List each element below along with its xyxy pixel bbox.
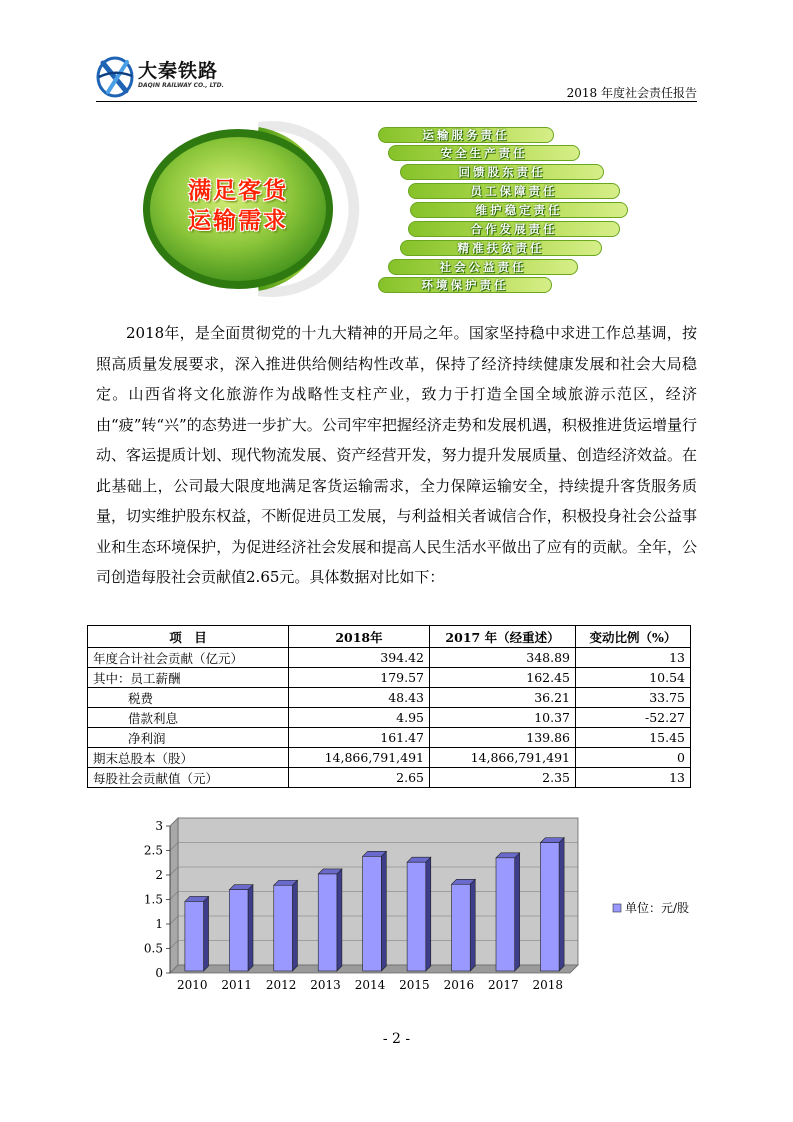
row-label: 借款利息 — [88, 708, 289, 728]
bar-side — [337, 869, 342, 971]
bar-side — [248, 885, 253, 971]
x-tick-label: 2018 — [532, 978, 564, 992]
chart-y-axis — [144, 819, 170, 980]
chart-bar-2018 — [540, 838, 564, 971]
x-tick-label: 2017 — [488, 978, 519, 992]
bar-front — [540, 843, 559, 971]
social-contribution-table — [87, 625, 691, 788]
chart-x-axis — [177, 978, 563, 992]
bar-front — [185, 901, 204, 971]
per-share-contribution-chart — [130, 815, 730, 995]
bar-front — [274, 885, 293, 971]
value-2018: 4.95 — [289, 708, 430, 728]
x-tick-label: 2014 — [354, 978, 386, 992]
x-tick-label: 2012 — [265, 978, 297, 992]
table-header-row — [88, 626, 691, 648]
value-2017: 162.45 — [430, 668, 576, 688]
row-label: 期末总股本（股） — [88, 748, 289, 768]
banner-main-line2: 运输需求 — [188, 208, 288, 234]
responsibility-banner — [118, 118, 678, 300]
table-row — [88, 648, 691, 668]
responsibility-item-4: 员工保障责任 — [408, 183, 620, 199]
responsibility-item-7: 精准扶贫责任 — [400, 240, 602, 256]
bar-side — [381, 851, 386, 971]
change-percent: 10.54 — [576, 668, 691, 688]
table-row — [88, 708, 691, 728]
x-tick-label: 2011 — [221, 978, 252, 992]
y-tick-label: 1.5 — [143, 892, 163, 907]
x-tick-label: 2016 — [443, 978, 475, 992]
header-divider — [96, 101, 697, 102]
value-2017: 348.89 — [430, 648, 576, 668]
table-row — [88, 728, 691, 748]
table-row — [88, 748, 691, 768]
change-percent: -52.27 — [576, 708, 691, 728]
company-name-cn: 大秦铁路 — [138, 60, 219, 82]
row-label: 年度合计社会贡献（亿元） — [88, 648, 289, 668]
value-2018: 48.43 — [289, 688, 430, 708]
value-2018: 394.42 — [289, 648, 430, 668]
bar-side — [515, 853, 520, 971]
y-tick-label: 3 — [155, 819, 163, 833]
table-row — [88, 768, 691, 788]
bar-front — [363, 856, 382, 971]
bar-front — [318, 874, 337, 971]
value-2018: 179.57 — [289, 668, 430, 688]
chart-legend — [613, 901, 689, 915]
logo-emblem-icon — [96, 54, 136, 100]
y-tick-label: 2 — [155, 868, 163, 882]
bar-front — [229, 890, 248, 971]
change-percent: 13 — [576, 768, 691, 788]
banner-main-line1: 满足客货 — [188, 178, 288, 204]
intro-paragraph: 2018年，是全面贯彻党的十九大精神的开局之年。国家坚持稳中求进工作总基调，按照高质量发展要求，深入推进供给侧结构性改革，保持了经济持续健康发展和社会大局稳定。山西省将文化旅游作为战略性支柱产业，致力于打造全国全域旅游示范区，经济由“疲”转“兴”的态势进一步扩大。公司牢牢把握经济走势和发展机遇，积极推进货运增量行动、客运提质计划、现代物流发展、资产经营开发，努力提升发展质量、创造经济效益。在此基础上，公司最大限度地满足客货运输需求，全力保障运输安全，持续提升客货服务质量，切实维护股东权益，不断促进员工发展，与利益相关者诚信合作，积极投身社会公益事业和生态环境保护，为促进经济社会发展和提高人民生活水平做出了应有的贡献。全年，公司创造每股社会贡献值2.65元。具体数据对比如下： — [96, 324, 697, 586]
y-tick-label: 0 — [155, 966, 163, 980]
row-label: 其中：员工薪酬 — [88, 668, 289, 688]
responsibility-item-1: 运输服务责任 — [378, 127, 554, 143]
value-2017: 14,866,791,491 — [430, 748, 576, 768]
value-2017: 10.37 — [430, 708, 576, 728]
chart-bar-2017 — [496, 853, 520, 971]
x-tick-label: 2015 — [399, 978, 430, 992]
value-2017: 36.21 — [430, 688, 576, 708]
responsibility-item-9: 环境保护责任 — [378, 277, 552, 293]
chart-bar-2013 — [318, 869, 342, 971]
table-header-change: 变动比例（%） — [576, 626, 691, 648]
bar-side — [559, 838, 564, 971]
legend-swatch — [613, 904, 621, 912]
responsibility-item-3: 回馈股东责任 — [400, 164, 604, 180]
row-label: 每股社会贡献值（元） — [88, 768, 289, 788]
chart-bar-2016 — [452, 879, 476, 971]
bar-front — [407, 862, 426, 971]
change-percent: 13 — [576, 648, 691, 668]
chart-bar-2011 — [229, 885, 253, 971]
legend-label: 单位：元/股 — [625, 901, 690, 915]
page-number: - 2 - — [382, 1031, 411, 1047]
change-percent: 15.45 — [576, 728, 691, 748]
value-2018: 2.65 — [289, 768, 430, 788]
value-2018: 161.47 — [289, 728, 430, 748]
report-title: 2018 年度社会责任报告 — [566, 86, 697, 100]
bar-side — [204, 896, 209, 971]
responsibility-item-8: 社会公益责任 — [388, 259, 578, 275]
responsibility-item-2: 安全生产责任 — [388, 145, 580, 161]
table-header-2017: 2017 年（经重述） — [430, 626, 576, 648]
x-tick-label: 2010 — [176, 978, 208, 992]
table-row — [88, 668, 691, 688]
chart-bar-2015 — [407, 857, 431, 971]
y-tick-label: 1 — [155, 917, 163, 931]
bar-front — [496, 858, 515, 971]
table-header-item: 项 目 — [88, 626, 289, 648]
bar-side — [426, 857, 431, 971]
responsibility-item-6: 合作发展责任 — [408, 221, 620, 237]
value-2017: 139.86 — [430, 728, 576, 748]
company-logo — [96, 54, 246, 100]
y-tick-label: 0.5 — [143, 941, 163, 956]
row-label: 净利润 — [88, 728, 289, 748]
bar-front — [452, 884, 471, 971]
responsibility-item-5: 维护稳定责任 — [410, 202, 628, 218]
chart-bar-2014 — [363, 851, 387, 971]
y-tick-label: 2.5 — [143, 843, 163, 858]
table-row — [88, 688, 691, 708]
company-name-en: DAQIN RAILWAY CO., LTD. — [138, 82, 224, 89]
bar-side — [470, 879, 475, 971]
chart-bar-2012 — [274, 880, 298, 971]
value-2017: 2.35 — [430, 768, 576, 788]
x-tick-label: 2013 — [310, 978, 341, 992]
change-percent: 0 — [576, 748, 691, 768]
table-header-2018: 2018年 — [289, 626, 430, 648]
chart-bar-2010 — [185, 896, 209, 971]
row-label: 税费 — [88, 688, 289, 708]
change-percent: 33.75 — [576, 688, 691, 708]
bar-side — [292, 880, 297, 971]
value-2018: 14,866,791,491 — [289, 748, 430, 768]
